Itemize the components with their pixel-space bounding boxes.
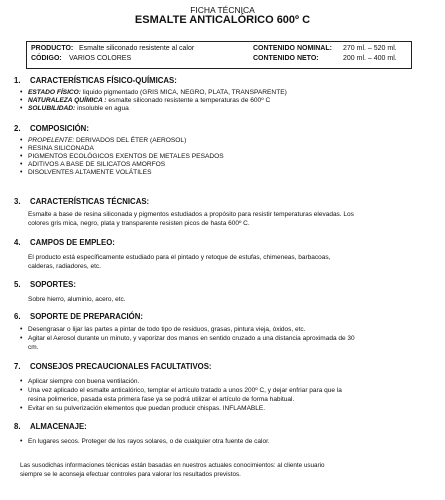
list-item: DISOLVENTES ALTAMENTE VOLÁTILES bbox=[28, 168, 152, 176]
item-label: ESTADO FÍSICO: bbox=[28, 88, 81, 96]
section-title: ALMACENAJE: bbox=[30, 422, 87, 431]
section-title: CARACTERÍSTICAS FÍSICO-QUÍMICAS: bbox=[30, 76, 177, 85]
item-label: PROPELENTE: bbox=[28, 136, 75, 144]
list-item bbox=[28, 105, 129, 113]
bullet-icon: • bbox=[20, 387, 23, 394]
list-item: RESINA SILICONADA bbox=[28, 144, 94, 152]
section-number: 3. bbox=[14, 197, 21, 206]
codigo-value: VARIOS COLORES bbox=[69, 55, 132, 62]
bullet-icon: • bbox=[20, 438, 23, 445]
paragraph-line: Esmalte a base de resina siliconada y pigmentos estudiados a propósito para resistir temperaturas elevadas. Los bbox=[28, 211, 354, 218]
section-title: CAMPOS DE EMPLEO: bbox=[30, 238, 115, 247]
bullet-icon: • bbox=[20, 161, 23, 168]
section-3-heading bbox=[14, 197, 149, 206]
section-title: CARACTERÍSTICAS TÉCNICAS: bbox=[30, 197, 150, 206]
section-title: COMPOSICIÓN: bbox=[30, 124, 89, 133]
bullet-icon: • bbox=[20, 89, 23, 96]
document-title: ESMALTE ANTICALÓRICO 600º C bbox=[134, 14, 311, 26]
paragraph-line: cm. bbox=[28, 344, 39, 351]
item-label: NATURALEZA QUÍMICA : bbox=[28, 96, 107, 104]
bullet-icon: • bbox=[20, 153, 23, 160]
contenido-nominal-value: 270 ml. – 520 ml. bbox=[343, 45, 397, 52]
paragraph-line: colores gris mica, negro, plata y transparente resisten picos de hasta 600º C. bbox=[28, 220, 250, 227]
list-item bbox=[28, 137, 186, 145]
section-1-heading bbox=[14, 76, 177, 85]
paragraph-line: calderas, radiadores, etc. bbox=[28, 263, 101, 270]
item-text: esmalte siliconado resistente a temperaturas de 600º C bbox=[108, 96, 271, 104]
footer-note-line: siempre se le aconseja efectuar controles para valorar los resultados previstos. bbox=[20, 471, 241, 478]
section-8-heading bbox=[14, 422, 87, 431]
section-number: 1. bbox=[14, 76, 21, 85]
producto-value: Esmalte siliconado resistente al calor bbox=[79, 45, 195, 52]
document-subtitle: FICHA TÉCNICA bbox=[190, 5, 255, 15]
section-number: 7. bbox=[14, 362, 21, 371]
contenido-neto-label: CONTENIDO NETO: bbox=[253, 55, 319, 62]
bullet-icon: • bbox=[20, 326, 23, 333]
producto-label: PRODUCTO: bbox=[31, 45, 74, 52]
bullet-icon: • bbox=[20, 335, 23, 342]
bullet-icon: • bbox=[20, 169, 23, 176]
paragraph-line: Una vez aplicado el esmalte anticalórico, templar el artículo tratado a unos 200º C, y dejar enfriar para que la bbox=[28, 387, 342, 394]
section-number: 6. bbox=[14, 312, 21, 321]
section-title: SOPORTE DE PREPARACIÓN: bbox=[30, 312, 143, 321]
footer-note-line: Las susodichas informaciones técnicas están basadas en nuestros actuales conocimientos: al cliente usuario bbox=[20, 462, 325, 469]
section-title: CONSEJOS PRECAUCIONALES FACULTATIVOS: bbox=[30, 362, 212, 371]
paragraph-line: En lugares secos. Proteger de los rayos solares, o de cualquier otra fuente de calor. bbox=[28, 438, 270, 445]
section-5-heading bbox=[14, 280, 76, 289]
section-7-heading bbox=[14, 362, 212, 371]
paragraph-line: Aplicar siempre con buena ventilación. bbox=[28, 378, 140, 385]
section-title: SOPORTES: bbox=[30, 280, 76, 289]
bullet-icon: • bbox=[20, 105, 23, 112]
section-2-heading bbox=[14, 124, 89, 133]
paragraph-line: Evitar en su pulverización elementos que puedan producir chispas. INFLAMABLE. bbox=[28, 405, 266, 412]
contenido-nominal-label: CONTENIDO NOMINAL: bbox=[253, 45, 332, 52]
list-item: PIGMENTOS ECOLÓGICOS EXENTOS DE METALES PESADOS bbox=[28, 152, 224, 160]
bullet-icon: • bbox=[20, 405, 23, 412]
list-item bbox=[28, 97, 270, 105]
section-number: 8. bbox=[14, 422, 21, 431]
bullet-icon: • bbox=[20, 97, 23, 104]
section-number: 4. bbox=[14, 238, 21, 247]
item-text: DERIVADOS DEL ÉTER (AEROSOL) bbox=[76, 136, 187, 144]
section-6-heading bbox=[14, 312, 143, 321]
paragraph-line: Agitar el Aerosol durante un minuto, y vaporizar dos manos en sentido cruzado a una distancia aproximada de 30 bbox=[28, 335, 355, 342]
paragraph-line: resina polimerice, pasada esta primera fase ya se podrá utilizar el artículo de forma habitual. bbox=[28, 396, 295, 403]
item-text: insoluble en agua bbox=[77, 104, 129, 112]
contenido-neto-value: 200 ml. – 400 ml. bbox=[343, 55, 397, 62]
section-4-heading bbox=[14, 238, 115, 247]
paragraph-line: Sobre hierro, aluminio, acero, etc. bbox=[28, 296, 126, 303]
section-number: 5. bbox=[14, 280, 21, 289]
list-item bbox=[28, 89, 287, 97]
bullet-icon: • bbox=[20, 137, 23, 144]
paragraph-line: El producto está específicamente estudiado para el pintado y retoque de estufas, chimeneas, barbacoas, bbox=[28, 254, 331, 261]
item-label: SOLUBILIDAD: bbox=[28, 104, 76, 112]
codigo-label: CÓDIGO: bbox=[31, 55, 62, 62]
section-number: 2. bbox=[14, 124, 21, 133]
product-info-box bbox=[26, 41, 412, 69]
item-text: liquido pigmentado (GRIS MICA, NEGRO, PLATA, TRANSPARENTE) bbox=[82, 88, 287, 96]
bullet-icon: • bbox=[20, 378, 23, 385]
bullet-icon: • bbox=[20, 145, 23, 152]
paragraph-line: Desengrasar o lijar las partes a pintar de todo tipo de residuos, grasas, pintura vieja, óxidos, etc. bbox=[28, 326, 306, 333]
list-item: ADITIVOS A BASE DE SILICATOS AMORFOS bbox=[28, 160, 166, 168]
